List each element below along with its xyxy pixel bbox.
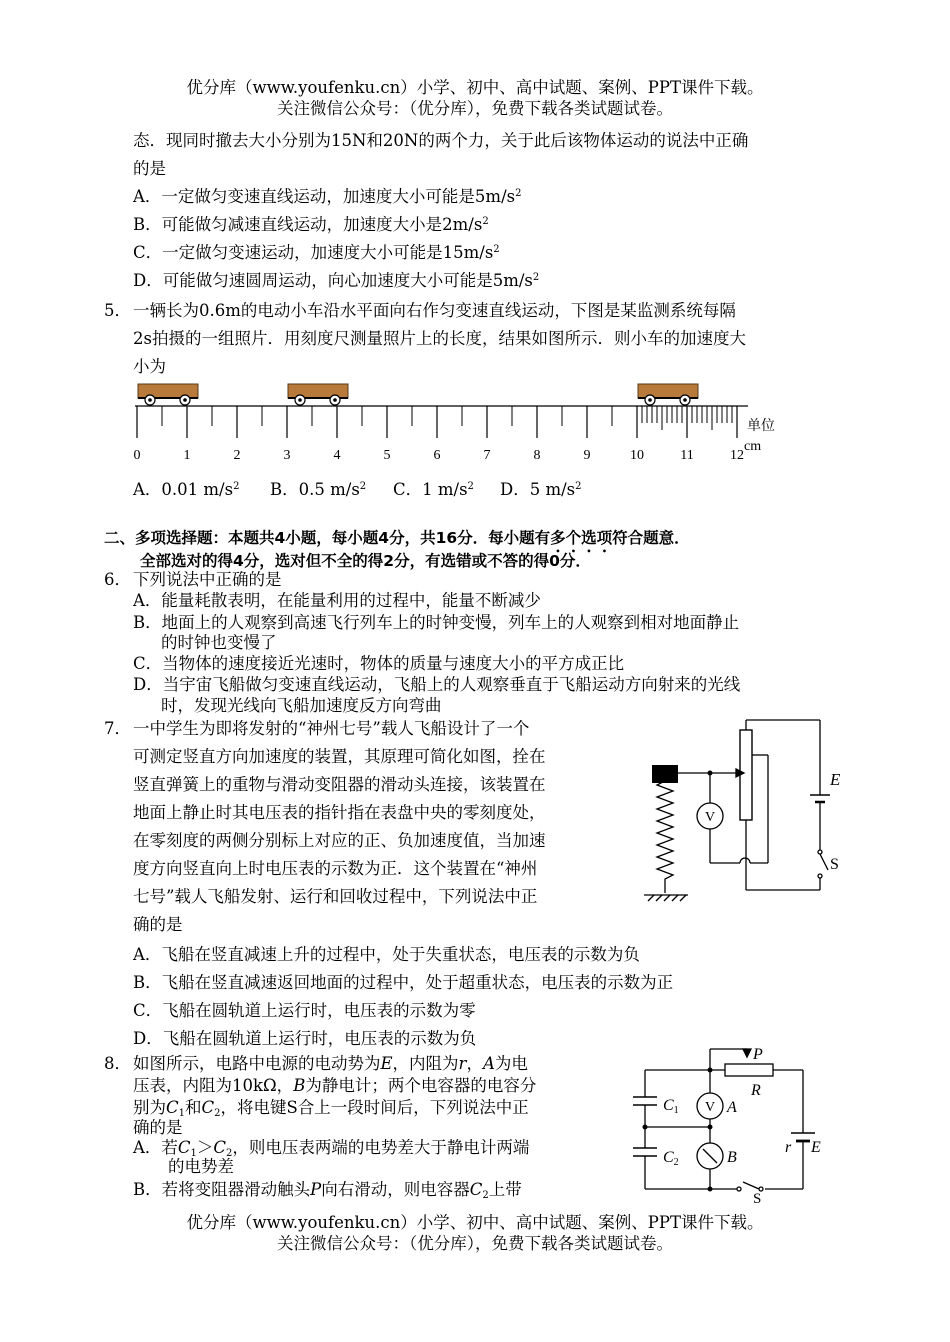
- q5-option-a: A．0.01 $m/s^2$: [133, 480, 240, 499]
- q7-fig-e-label: E: [830, 770, 841, 789]
- ruler-label: 4: [333, 448, 341, 463]
- car-1: [138, 384, 198, 405]
- q4-option-c: C．一定做匀变速运动，加速度大小可能是$15m/s^2$: [133, 243, 500, 262]
- ruler-label: 0: [133, 448, 141, 463]
- q7-stem-line-4: 地面上静止时其电压表的指针指在表盘中央的零刻度处，: [133, 803, 546, 822]
- q7-stem-line-8: 确的是: [133, 915, 183, 934]
- section2-heading-line-1: 二、多项选择题：本题共4小题，每小题4分，共16分．每小题有多个选项符合题意．: [104, 529, 690, 547]
- ruler-label: 11: [680, 448, 694, 463]
- q6-option-d-line-2: 时，发现光线向飞船加速度反方向弯曲: [161, 696, 442, 715]
- q7-option-b: B．飞船在竖直减速返回地面的过程中，处于超重状态，电压表的示数为正: [133, 973, 674, 992]
- q7-circuit-figure: [640, 715, 850, 915]
- q5-stem-line-1: 一辆长为0.6m的电动小车沿水平面向右作匀变速直线运动，下图是某监测系统每隔: [133, 301, 736, 320]
- ruler-label: 6: [433, 448, 441, 463]
- header-line-1: 优分库（www.youfenku.cn）小学、初中、高中试题、案例、PPT课件下载。: [186, 78, 764, 97]
- ruler-labels: [134, 448, 745, 463]
- q4-option-a: A．一定做匀变速直线运动，加速度大小可能是$5m/s^2$: [133, 187, 522, 206]
- car-3: [638, 384, 698, 405]
- ruler-ticks: [137, 406, 737, 438]
- q4-option-b: B．可能做匀减速直线运动，加速度大小是$2m/s^2$: [133, 215, 489, 234]
- ruler-label: 2: [233, 448, 241, 463]
- q8-fig-b-label: B: [727, 1149, 737, 1166]
- q5-option-d: D．5 $m/s^2$: [500, 480, 582, 499]
- q8-stem-line-3: 别为$C_1$和$C_2$，将电键S合上一段时间后，下列说法中正: [133, 1098, 529, 1119]
- q6-option-d-line-1: D．当宇宙飞船做匀变速直线运动，飞船上的人观察垂直于飞船运动方向射来的光线: [133, 675, 741, 694]
- spring: [657, 775, 673, 893]
- q6-option-b-line-2: 的时钟也变慢了: [161, 633, 277, 652]
- q8-fig-r-internal-label: r: [785, 1139, 792, 1156]
- q5-option-c: C．1 $m/s^2$: [393, 480, 474, 499]
- ruler-label: 3: [283, 448, 291, 463]
- q7-option-d: D．飞船在圆轨道上运行时，电压表的示数为负: [133, 1029, 477, 1048]
- q4-stem-line-1: 态．现同时撤去大小分别为15N和20N的两个力，关于此后该物体运动的说法中正确: [133, 131, 749, 150]
- q7-stem-line-6: 度方向竖直向上时电压表的示数为正．这个装置在“神州: [133, 859, 538, 878]
- q5-number: 5．: [104, 301, 131, 320]
- footer-line-2: 关注微信公众号：（优分库），免费下载各类试题试卷。: [277, 1234, 673, 1253]
- q4-option-d: D．可能做匀速圆周运动，向心加速度大小可能是$5m/s^2$: [133, 271, 540, 290]
- ruler-figure: [120, 378, 800, 473]
- q8-option-a-line-1: A．若$C_1>C_2$，则电压表两端的电势差大于静电计两端: [133, 1138, 530, 1159]
- ruler-unit-label: 单位: [747, 419, 775, 434]
- weight-block: [652, 765, 678, 783]
- q5-option-b: B．0.5 $m/s^2$: [270, 480, 367, 499]
- q6-stem: 下列说法中正确的是: [133, 570, 282, 589]
- q8-stem-line-2: 压表，内阻为10kΩ，B为静电计；两个电容器的电容分: [133, 1076, 537, 1095]
- footer-line-1: 优分库（www.youfenku.cn）小学、初中、高中试题、案例、PPT课件下载。: [186, 1213, 764, 1232]
- q7-option-c: C．飞船在圆轨道上运行时，电压表的示数为零: [133, 1001, 476, 1020]
- q8-fig-c1-label: C1: [663, 1097, 679, 1116]
- q8-fig-p-label: P: [753, 1046, 763, 1063]
- q8-circuit-figure: [625, 1045, 840, 1205]
- q8-fig-r-label: R: [751, 1082, 761, 1099]
- q5-stem-line-3: 小为: [133, 357, 166, 376]
- ruler-unit: cm: [744, 439, 762, 454]
- q8-stem-line-1: 如图所示，电路中电源的电动势为E，内阻为r，A为电: [133, 1054, 528, 1073]
- q7-stem-line-1: 一中学生为即将发射的“神州七号”载人飞船设计了一个: [133, 719, 530, 738]
- q8-fig-e-label: E: [811, 1139, 821, 1156]
- ruler-label: 9: [583, 448, 591, 463]
- q6-option-a: A．能量耗散表明，在能量利用的过程中，能量不断减少: [133, 591, 541, 610]
- q5-stem-line-2: 2s拍摄的一组照片．用刻度尺测量照片上的长度，结果如图所示．则小车的加速度大: [133, 329, 746, 348]
- q8-fig-a-label: A: [727, 1099, 737, 1116]
- q7-stem-line-2: 可测定竖直方向加速度的装置，其原理可简化如图，拴在: [133, 747, 546, 766]
- q8-number: 8．: [104, 1054, 131, 1073]
- ruler-label: 10: [630, 448, 644, 463]
- ruler-label: 7: [483, 448, 491, 463]
- q4-stem-line-2: 的是: [133, 159, 166, 178]
- q7-stem-line-5: 在零刻度的两侧分别标上对应的正、负加速度值，当加速: [133, 831, 546, 850]
- q7-fig-v-label: V: [704, 810, 716, 825]
- q8-fig-s-label: S: [753, 1191, 762, 1207]
- q7-number: 7．: [104, 719, 131, 738]
- ruler-label: 8: [533, 448, 541, 463]
- car-2: [288, 384, 348, 405]
- q7-stem-line-3: 竖直弹簧上的重物与滑动变阻器的滑动头连接，该装置在: [133, 775, 546, 794]
- q8-stem-line-4: 确的是: [133, 1118, 183, 1137]
- section2-heading-line-2: 全部选对的得4分，选对但不全的得2分，有选错或不答的得0分．: [140, 552, 591, 570]
- q6-option-c: C．当物体的速度接近光速时，物体的质量与速度大小的平方成正比: [133, 654, 625, 673]
- q7-fig-s-label: S: [830, 856, 839, 873]
- q6-number: 6．: [104, 570, 131, 589]
- q8-fig-c2-label: C2: [663, 1149, 679, 1168]
- q7-option-a: A．飞船在竖直减速上升的过程中，处于失重状态，电压表的示数为负: [133, 945, 640, 964]
- header-line-2: 关注微信公众号：（优分库），免费下载各类试题试卷。: [277, 99, 673, 118]
- q7-stem-line-7: 七号”载人飞船发射、运行和回收过程中，下列说法中正: [133, 887, 538, 906]
- ruler-label: 5: [383, 448, 391, 463]
- electrometer-icon: [697, 1143, 723, 1169]
- q8-option-b: B．若将变阻器滑动触头P向右滑动，则电容器$C_2$上带: [133, 1180, 522, 1201]
- q8-option-a-line-2: 的电势差: [168, 1157, 234, 1176]
- ruler-label: 12: [730, 448, 744, 463]
- q8-fig-v-label: V: [704, 1100, 716, 1115]
- ruler-label: 1: [183, 448, 191, 463]
- q6-option-b-line-1: B．地面上的人观察到高速飞行列车上的时钟变慢，列车上的人观察到相对地面静止: [133, 613, 740, 632]
